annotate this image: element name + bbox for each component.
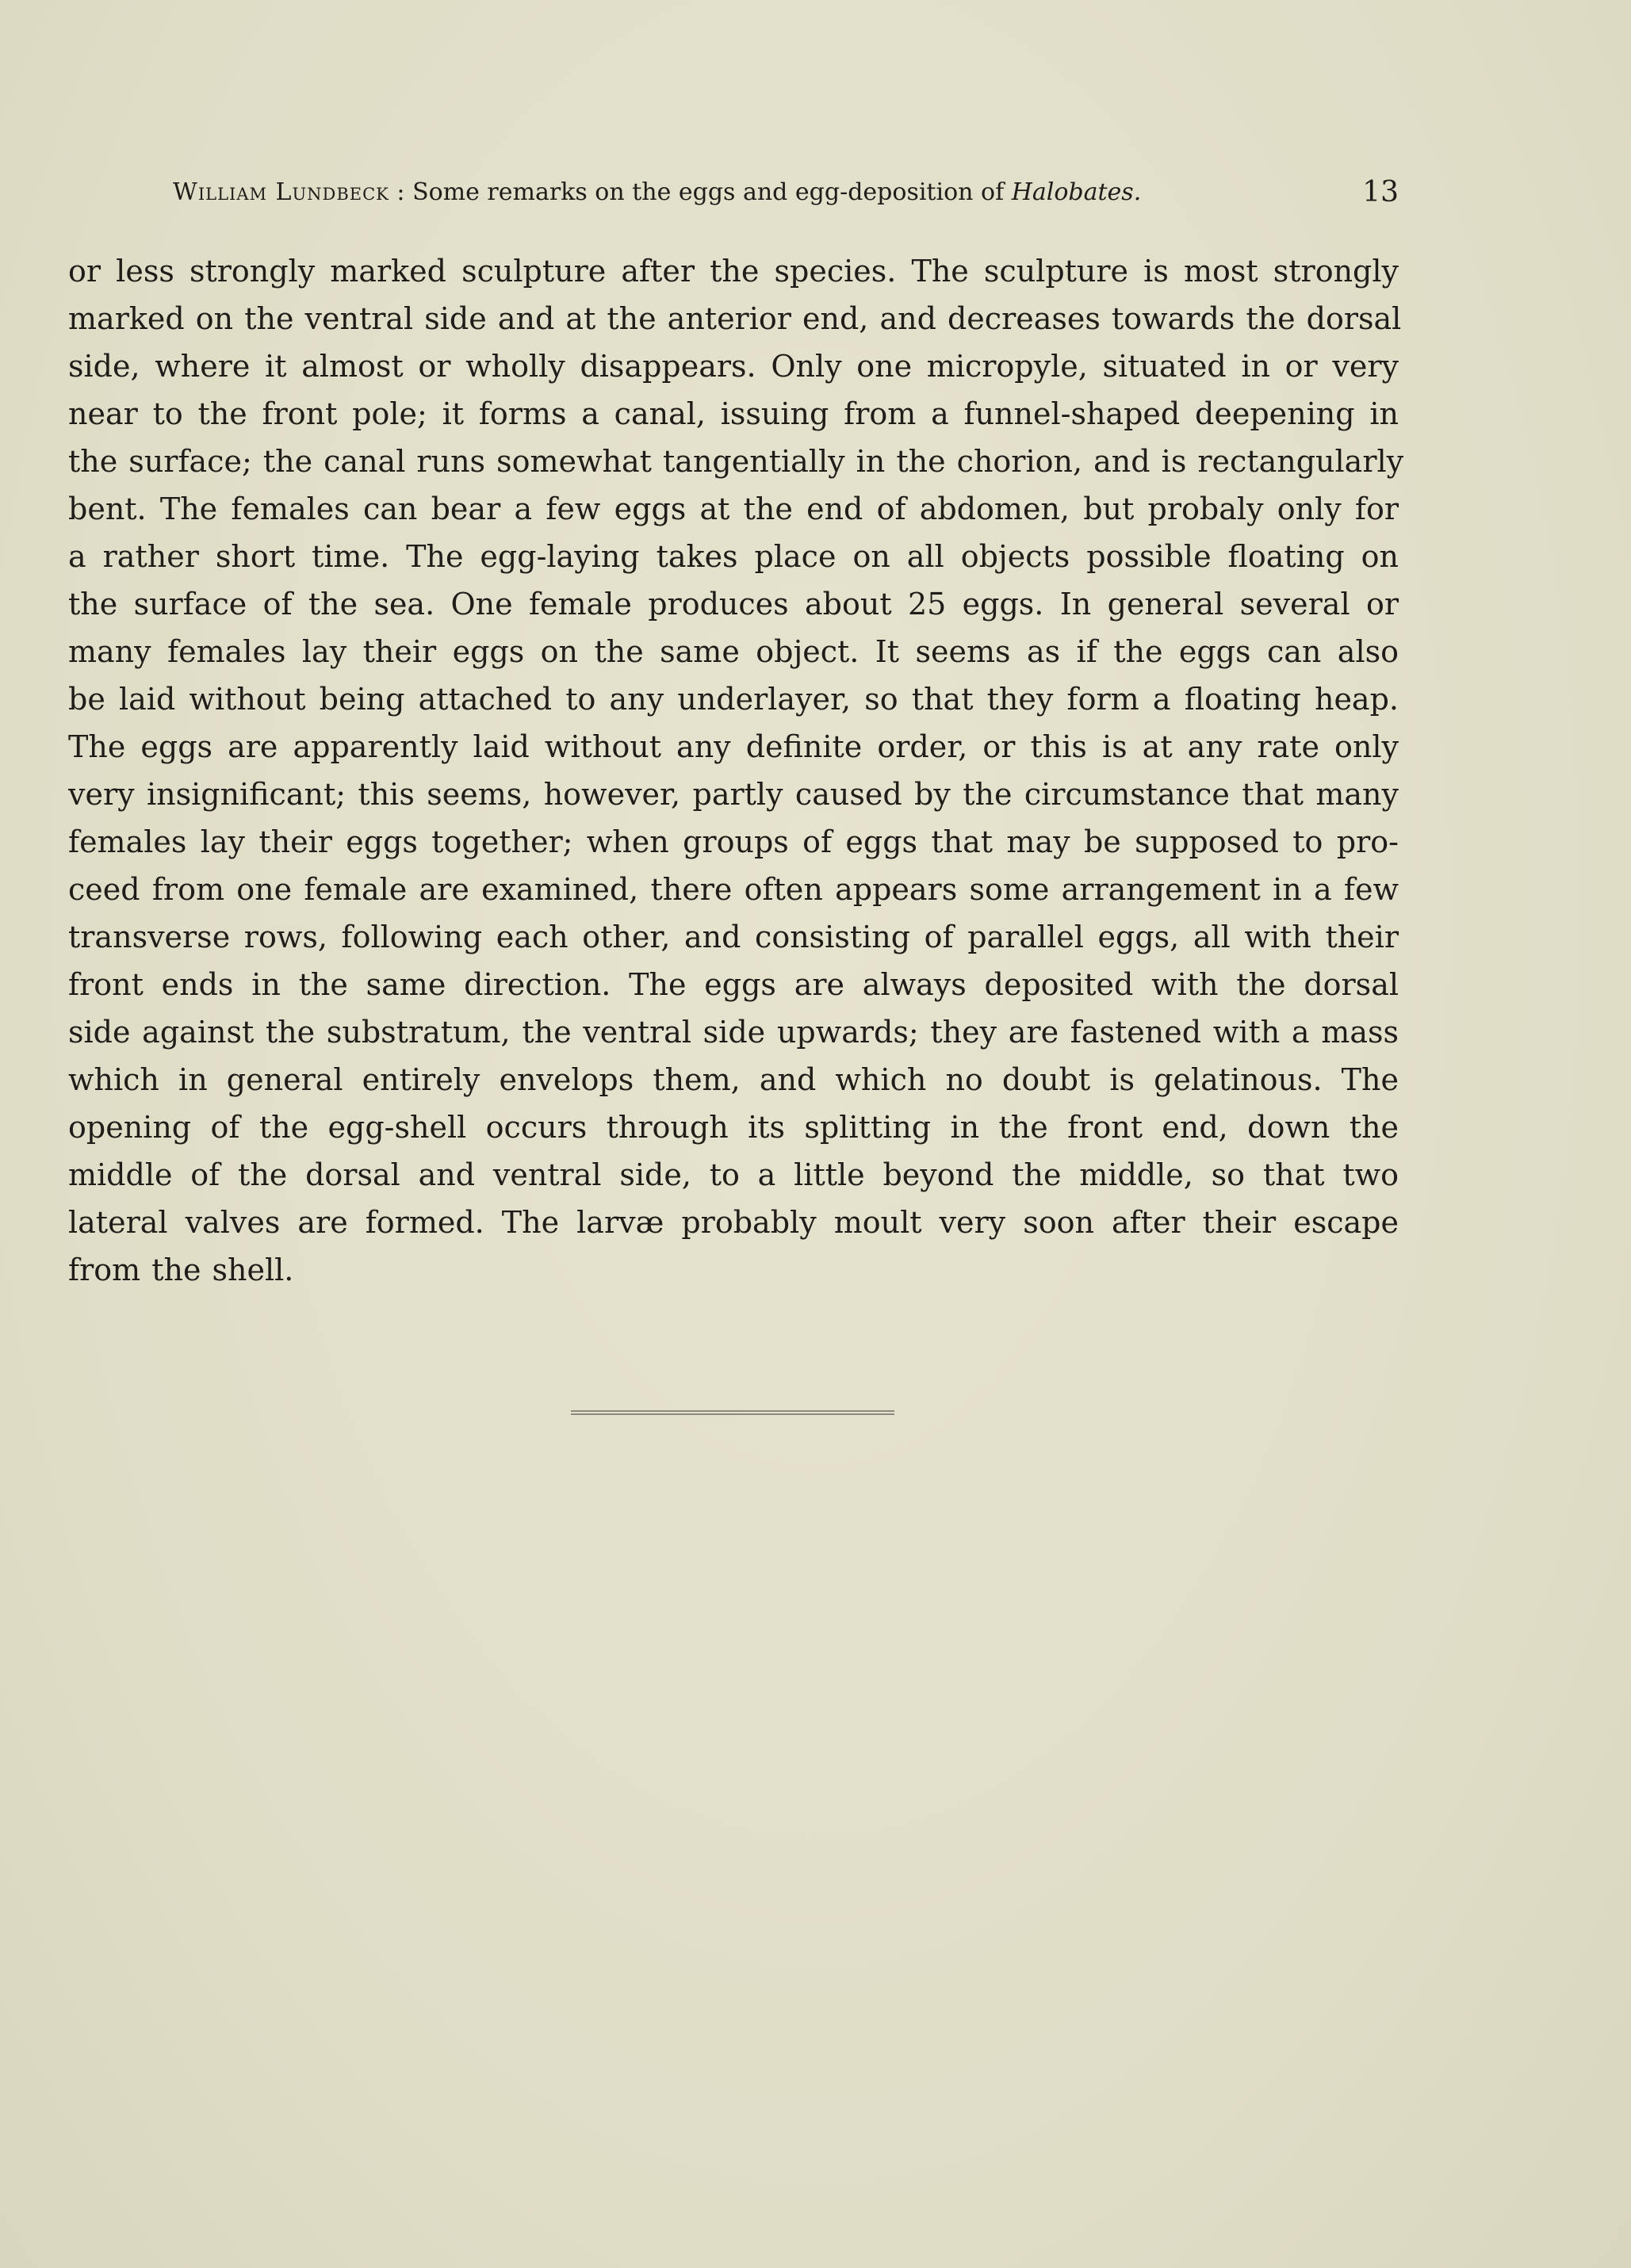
text-line: opening of the egg-shell occurs through its splitting in the front end, down the	[68, 1110, 1399, 1145]
text-line: near to the front pole; it forms a canal, issuing from a funnel-shaped deepening in	[68, 396, 1399, 431]
text-line: the surface; the canal runs somewhat tangentially in the chorion, and is rectangularly	[68, 444, 1404, 479]
body-paragraph	[68, 247, 1404, 1294]
text-line: which in general entirely envelops them, and which no doubt is gelatinous. The	[68, 1062, 1399, 1097]
text-line: very insignificant; this seems, however, partly caused by the circumstance that many	[68, 777, 1399, 812]
header-author: William Lundbeck	[173, 178, 389, 206]
header-title: Some remarks on the eggs and egg-deposition of	[412, 178, 1012, 206]
text-line: ceed from one female are examined, there often appears some arrangement in a few	[68, 872, 1399, 907]
text-line: front ends in the same direction. The eggs are always deposited with the dorsal	[68, 967, 1399, 1002]
text-line: side, where it almost or wholly disappears. Only one micropyle, situated in or very	[68, 349, 1399, 384]
text-line: lateral valves are formed. The larvæ probably moult very soon after their escape	[68, 1205, 1399, 1240]
text-line: many females lay their eggs on the same object. It seems as if the eggs can also	[68, 634, 1399, 669]
page-number: 13	[1362, 176, 1399, 208]
header-separator: :	[389, 178, 413, 206]
text-line: a rather short time. The egg-laying takes place on all objects possible floating on	[68, 539, 1399, 574]
text-line: or less strongly marked sculpture after the species. The sculpture is most strongly	[68, 254, 1399, 289]
header-title-italic: Halobates.	[1011, 178, 1142, 206]
text-line: from the shell.	[68, 1253, 294, 1287]
text-line: transverse rows, following each other, and consisting of parallel eggs, all with their	[68, 920, 1399, 954]
text-line: The eggs are apparently laid without any definite order, or this is at any rate only	[68, 729, 1399, 764]
text-line: females lay their eggs together; when groups of eggs that may be supposed to pro-	[68, 824, 1399, 859]
text-line: bent. The females can bear a few eggs at the end of abdomen, but probaly only for	[68, 491, 1399, 526]
text-line: the surface of the sea. One female produces about 25 eggs. In general several or	[68, 587, 1399, 622]
text-line: marked on the ventral side and at the anterior end, and decreases towards the dorsal	[68, 301, 1402, 336]
running-header	[173, 173, 1399, 212]
text-line: side against the substratum, the ventral side upwards; they are fastened with a mass	[68, 1015, 1399, 1050]
text-line: middle of the dorsal and ventral side, to a little beyond the middle, so that two	[68, 1157, 1399, 1192]
text-line: be laid without being attached to any underlayer, so that they form a floating heap.	[68, 682, 1399, 717]
section-end-rule	[571, 1410, 894, 1415]
